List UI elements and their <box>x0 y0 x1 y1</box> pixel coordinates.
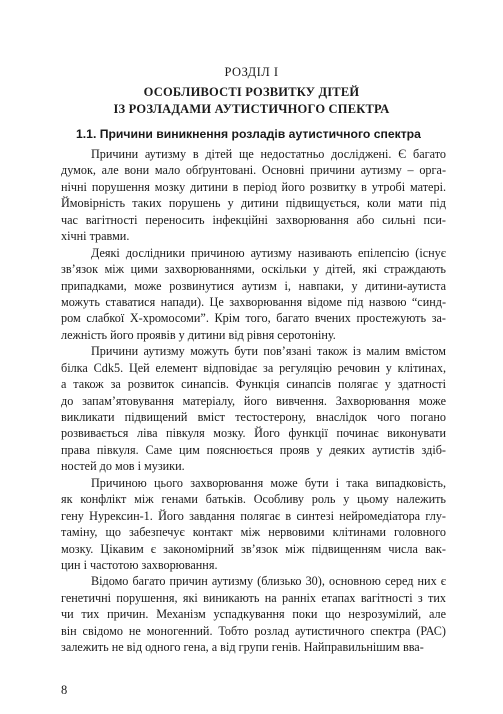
text-line: Деякі дослідники причиною аутизму називають епілепсію (існує <box>91 245 446 260</box>
text-line: викликати підвищений вміст тестостерону, внаслідок чого погано <box>61 410 446 424</box>
paragraph <box>61 475 446 574</box>
text-line: зв’язок між цими захворюваннями, оскільки у дітей, які страждають <box>61 262 446 277</box>
text-line: припадками, може розвинутися аутизм і, навпаки, у дитини-аутиста <box>61 278 446 293</box>
text-line: він свідомо не моногенний. Тобто розлад аутистичного спектра (РАС) <box>61 623 446 638</box>
text-line: права півкуля. Саме цим пояснюється прояв у деяких аутистів здіб- <box>61 442 446 457</box>
text-line: час вагітності переносить інфекційні захворювання або сильні пси- <box>61 212 446 227</box>
text-line: хічні травми. <box>61 229 130 244</box>
text-line: Причини аутизму в дітей ще недостатньо досліджені. Є багато <box>91 147 446 161</box>
text-line: ром слабкої Х-хромосоми”. Крім того, багато вчених простежують за- <box>61 311 446 326</box>
text-line: цин і частотою захворювання. <box>61 557 218 572</box>
text-line: думок, але вони мало обґрунтовані. Основні причини аутизму – орга- <box>61 163 446 178</box>
text-line: Причиною цього захворювання може бути і така випадковість, <box>91 475 446 490</box>
chapter-label: РОЗДІЛ І <box>224 65 279 79</box>
text-line: залежить не від одного гена, а від групи генів. Найправильнішим вва- <box>61 640 424 655</box>
chapter-title-line: ІЗ РОЗЛАДАМИ АУТИСТИЧНОГО СПЕКТРА <box>113 102 390 116</box>
paragraph <box>61 146 446 245</box>
text-line: Ймовірність таких порушень у дитини підвищується, коли мати під <box>61 196 446 211</box>
text-line: Відомо багато причин аутизму (близько 30), основною серед них є <box>91 574 446 589</box>
text-line: нічні порушення мозку дитини в період його розвитку в утробі матері. <box>61 179 446 194</box>
text-line: ностей до мов і музики. <box>61 459 185 474</box>
text-line: чи тих причин. Механізм успадкування поки що незрозумілий, але <box>61 607 446 622</box>
text-line: мозку. Цікавим є закономірний зв’язок між підвищенням числа вак- <box>61 541 446 556</box>
text-line: як конфлікт між генами батьків. Особливу роль у цьому належить <box>61 492 446 507</box>
text-line: розвивається ліва півкуля мозку. Його функції починає виконувати <box>61 426 446 441</box>
page-number: 8 <box>61 683 68 697</box>
text-line: Причини аутизму можуть бути пов’язані також із малим вмістом <box>91 344 446 359</box>
body-text <box>61 146 446 656</box>
text-line: білка Cdk5. Цей елемент відповідає за регуляцію речовин у клітинах, <box>61 360 446 375</box>
text-line: гену Нурексин-1. Його завдання полягає в синтезі нейромедіатора глу- <box>61 508 446 523</box>
text-line: а також за розвиток синапсів. Функція синапсів полягає у здатності <box>61 377 446 392</box>
chapter-title-line: ОСОБЛИВОСТІ РОЗВИТКУ ДІТЕЙ <box>143 85 360 99</box>
text-line: до запам’ятовування матеріалу, його вивчення. Захворювання може <box>61 393 446 408</box>
text-line: генетичні порушення, які виникають на ранніх етапах вагітності з тих <box>61 590 446 605</box>
paragraph <box>61 343 446 475</box>
text-line: можуть ставатися напади). Це захворювання відоме під назвою “синд- <box>61 294 446 309</box>
section-heading: 1.1. Причини виникнення розладів аутистичного спектра <box>76 127 421 141</box>
text-line: таміну, що забезпечує контакт між нервовими клітинами головного <box>61 525 446 540</box>
text-line: лежність його проявів у дитини від рівня серотоніну. <box>61 327 336 342</box>
chapter-header <box>60 64 443 118</box>
paragraph <box>61 573 446 655</box>
paragraph <box>61 245 446 344</box>
chapter-title <box>60 84 443 118</box>
